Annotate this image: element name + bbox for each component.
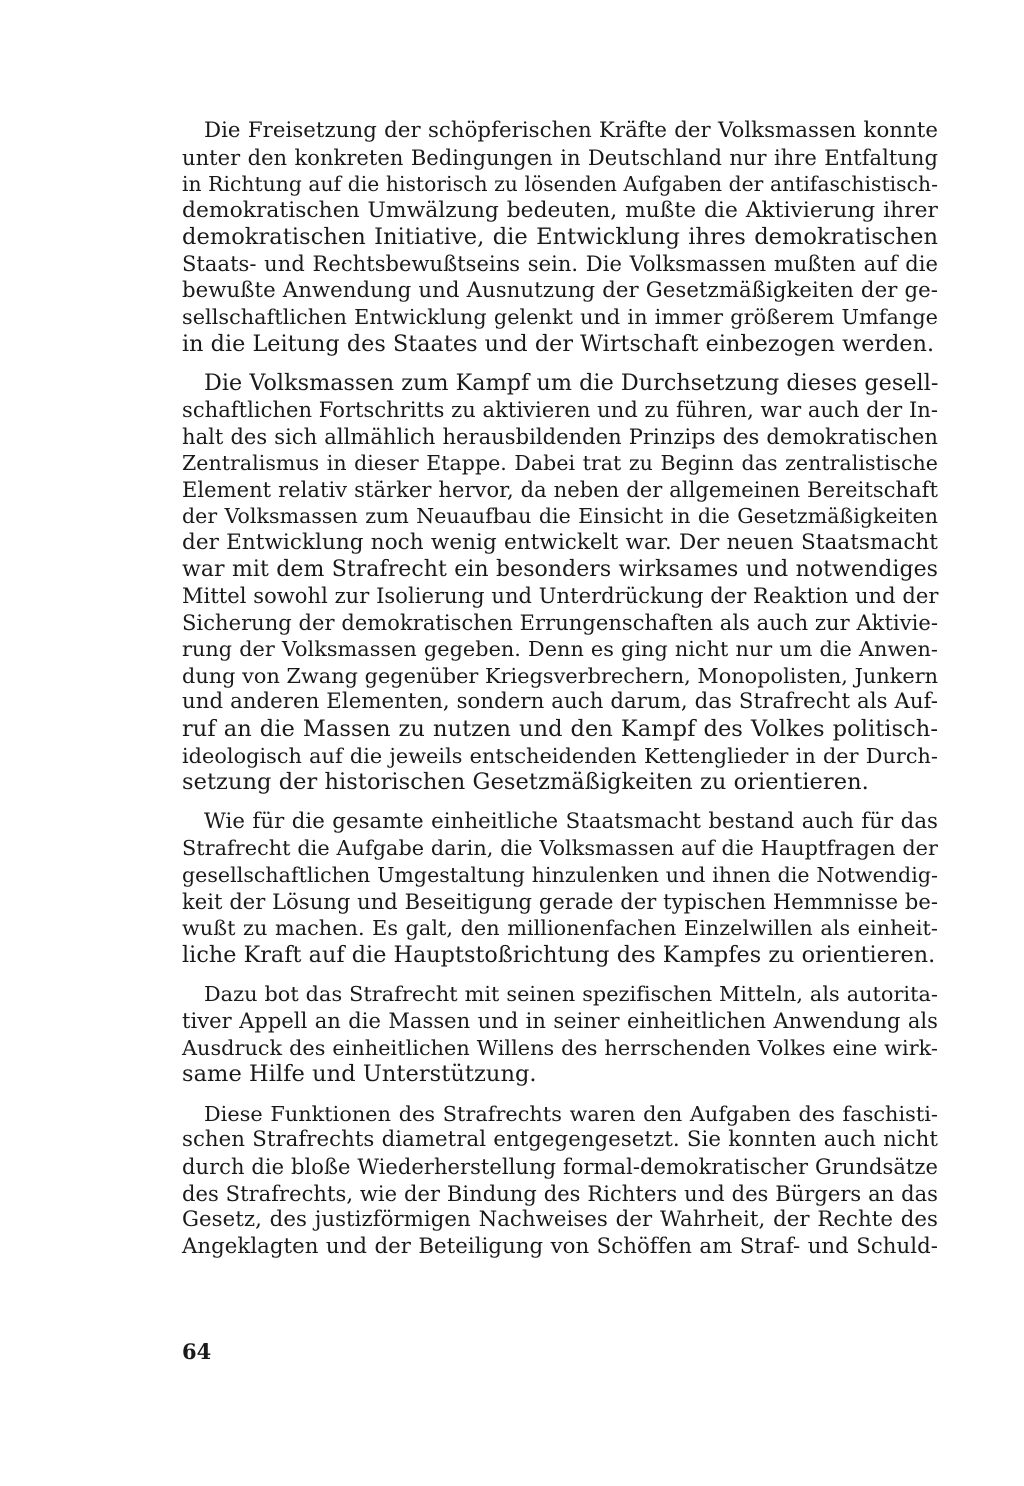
text-line: Diese Funktionen des Strafrechts waren den Aufgaben des faschisti- <box>204 1101 938 1126</box>
text-line: unter den konkreten Bedingungen in Deutschland nur ihre Entfaltung <box>182 145 938 170</box>
text-line: wußt zu machen. Es galt, den millionenfachen Einzelwillen als einheit- <box>182 916 938 941</box>
paragraph <box>182 118 938 357</box>
text-line: halt des sich allmählich herausbildenden Prinzips des demokratischen <box>182 424 938 449</box>
text-line: Zentralismus in dieser Etappe. Dabei trat zu Beginn das zentralistische <box>182 451 938 476</box>
text-line: demokratischen Umwälzung bedeuten, mußte die Aktivierung ihrer <box>182 197 938 223</box>
text-line: des Strafrechts, wie der Bindung des Richters und des Bürgers an das <box>182 1181 938 1206</box>
text-line: Element relativ stärker hervor, da neben der allgemeinen Bereitschaft <box>182 477 938 502</box>
text-line: Die Freisetzung der schöpferischen Kräfte der Volksmassen konnte <box>204 118 938 143</box>
text-line: liche Kraft auf die Hauptstoßrichtung des Kampfes zu orientieren. <box>182 941 936 968</box>
page-number: 64 <box>182 1339 212 1364</box>
text-line: Angeklagten und der Beteiligung von Schöffen am Straf- und Schuld- <box>182 1233 938 1259</box>
text-line: und anderen Elementen, sondern auch darum, das Strafrecht als Auf- <box>182 689 938 715</box>
text-line: sellschaftlichen Entwicklung gelenkt und in immer größerem Umfange <box>182 305 938 330</box>
paragraph <box>182 809 938 969</box>
page-body <box>182 118 938 1273</box>
text-line: Dazu bot das Strafrecht mit seinen spezifischen Mitteln, als autorita- <box>204 982 938 1007</box>
text-line: schen Strafrechts diametral entgegengesetzt. Sie konnten auch nicht <box>182 1127 938 1153</box>
text-line: keit der Lösung und Beseitigung gerade der typischen Hemmnisse be- <box>182 889 938 914</box>
paragraph <box>182 370 938 796</box>
text-line: schaftlichen Fortschritts zu aktivieren und zu führen, war auch der In- <box>182 397 939 422</box>
text-line: demokratischen Initiative, die Entwicklung ihres demokratischen <box>182 224 938 251</box>
text-line: setzung der historischen Gesetzmäßigkeiten zu orientieren. <box>182 769 869 796</box>
text-line: der Volksmassen zum Neuaufbau die Einsicht in die Gesetzmäßigkeiten <box>182 504 938 529</box>
text-line: war mit dem Strafrecht ein besonders wirksames und notwendiges <box>182 556 938 582</box>
text-line: rung der Volksmassen gegeben. Denn es ging nicht nur um die Anwen- <box>182 637 938 662</box>
text-line: bewußte Anwendung und Ausnutzung der Gesetzmäßigkeiten der ge- <box>182 277 938 303</box>
text-line: Gesetz, des justizförmigen Nachweises der Wahrheit, der Rechte des <box>182 1207 938 1233</box>
text-line: Ausdruck des einheitlichen Willens des herrschenden Volkes eine wirk- <box>182 1035 938 1060</box>
text-line: tiver Appell an die Massen und in seiner einheitlichen Anwendung als <box>182 1009 938 1033</box>
text-line: Staats- und Rechtsbewußtseins sein. Die Volksmassen mußten auf die <box>182 251 938 276</box>
text-line: ruf an die Massen zu nutzen und den Kampf des Volkes politisch- <box>182 716 938 743</box>
text-line: ideologisch auf die jeweils entscheidenden Kettenglieder in der Durch- <box>182 743 938 768</box>
text-line: in Richtung auf die historisch zu lösenden Aufgaben der antifaschistisch- <box>182 172 938 197</box>
text-line: Wie für die gesamte einheitliche Staatsmacht bestand auch für das <box>204 808 938 834</box>
text-line: dung von Zwang gegenüber Kriegsverbrechern, Monopolisten, Junkern <box>182 663 939 688</box>
text-line: gesellschaftlichen Umgestaltung hinzulenken und ihnen die Notwendig- <box>182 863 938 888</box>
text-line: Strafrecht die Aufgabe darin, die Volksmassen auf die Hauptfragen der <box>182 836 938 861</box>
text-line: in die Leitung des Staates und der Wirtschaft einbezogen werden. <box>182 330 935 357</box>
text-line: Mittel sowohl zur Isolierung und Unterdrückung der Reaktion und der <box>182 584 939 609</box>
text-line: Die Volksmassen zum Kampf um die Durchsetzung dieses gesell- <box>204 370 939 397</box>
text-line: der Entwicklung noch wenig entwickelt war. Der neuen Staatsmacht <box>182 529 938 555</box>
text-line: same Hilfe und Unterstützung. <box>182 1061 537 1088</box>
text-line: durch die bloße Wiederherstellung formal-demokratischer Grundsätze <box>182 1154 938 1179</box>
text-line: Sicherung der demokratischen Errungenschaften als auch zur Aktivie- <box>182 610 938 635</box>
paragraph <box>182 981 938 1087</box>
paragraph <box>182 1101 938 1261</box>
